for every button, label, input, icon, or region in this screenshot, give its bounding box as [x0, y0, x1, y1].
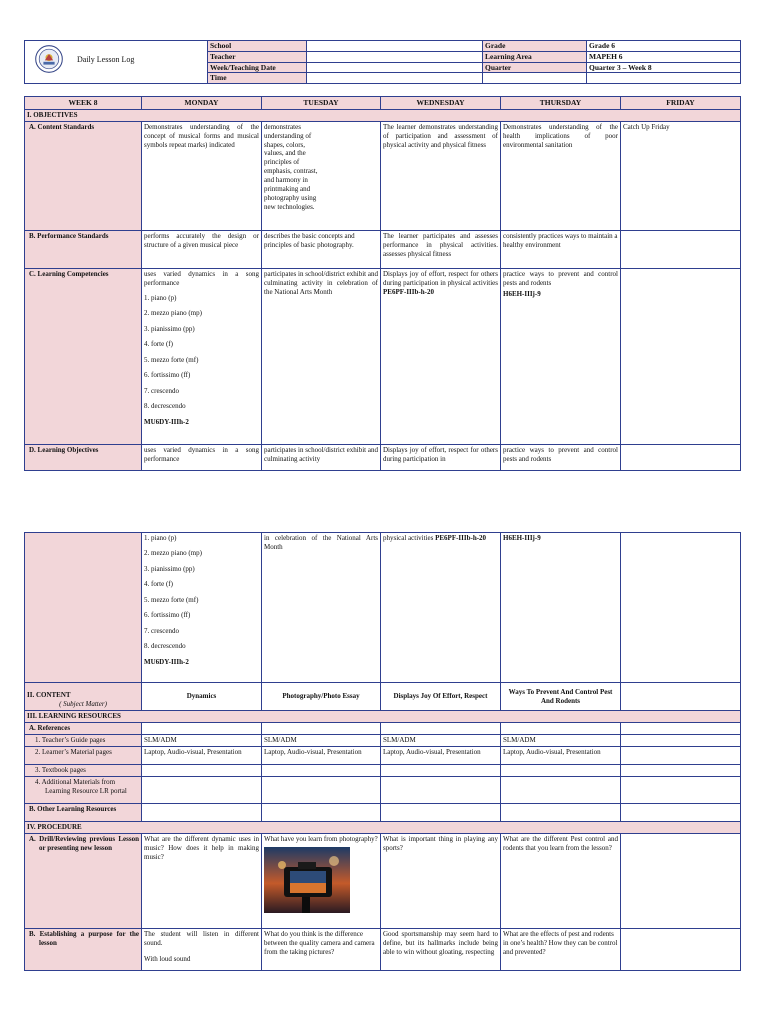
procedure-table: [24, 532, 741, 971]
lc-mon-item: 6. fortissimo (ff): [144, 371, 191, 380]
other-resources-mon: [142, 803, 262, 821]
learning-competencies-tue: participates in school/district exhibit and culminating activity in celebration of the National Arts Month: [262, 268, 381, 444]
content-standards-label: A. Content Standards: [25, 121, 142, 230]
references-tue: [262, 723, 381, 735]
additional-materials-tue: [262, 776, 381, 803]
procedure-heading: IV. PROCEDURE: [25, 821, 741, 833]
lc-mon-item: 7. crescendo: [144, 386, 179, 395]
drill-fri: [621, 833, 741, 928]
lc-mon-item: 8. decrescendo: [144, 402, 186, 411]
textbook-label: 3. Textbook pages: [25, 764, 142, 776]
week-date-label: Week/Teaching Date: [208, 62, 307, 73]
drill-mon: What are the different dynamic uses in music? How does it help in making music?: [142, 833, 262, 928]
purpose-fri: [621, 928, 741, 970]
teachers-guide-tue: SLM/ADM: [262, 734, 381, 746]
learning-objectives-tue: participates in school/district exhibit and culminating activity: [262, 444, 381, 470]
lc-mon-intro: uses varied dynamics in a song performance: [144, 269, 259, 287]
lc-thu-text: practice ways to prevent and control pests and rodents: [503, 269, 618, 287]
textbook-tue: [262, 764, 381, 776]
cont-wed-code: PE6PF-IIIb-h-20: [435, 534, 487, 542]
references-fri: [621, 723, 741, 735]
col-tuesday: TUESDAY: [262, 97, 381, 110]
learning-competencies-wed: [381, 268, 501, 444]
learning-competencies-fri: [621, 268, 741, 444]
lc-wed-text: Displays joy of effort, respect for others during participation in physical activities: [383, 269, 498, 287]
learning-area-value: MAPEH 6: [587, 51, 741, 62]
content-subheading: ( Subject Matter): [59, 700, 107, 709]
references-wed: [381, 723, 501, 735]
textbook-thu: [501, 764, 621, 776]
learners-material-thu: Laptop, Audio-visual, Presentation: [501, 746, 621, 764]
textbook-wed: [381, 764, 501, 776]
performance-standards-fri: [621, 230, 741, 268]
purpose-mon: [142, 928, 262, 970]
purpose-mon-text2: With loud sound: [144, 954, 191, 963]
additional-materials-thu: [501, 776, 621, 803]
references-label: A. References: [25, 723, 142, 735]
references-mon: [142, 723, 262, 735]
content-section-label: [25, 683, 142, 711]
lc-wed-code: PE6PF-IIIb-h-20: [383, 287, 434, 296]
content-thu: Ways To Prevent And Control Pest And Rodents: [501, 683, 621, 711]
lc-mon-item: 5. mezzo forte (mf): [144, 355, 199, 364]
cs-tue-line: understanding of: [264, 131, 312, 140]
performance-standards-thu: consistently practices ways to maintain a healthy environment: [501, 230, 621, 268]
time-label: Time: [208, 73, 307, 84]
camera-photo-image: [264, 847, 350, 913]
content-wed: Displays Joy Of Effort, Respect: [381, 683, 501, 711]
day-header-row: [25, 97, 741, 110]
cs-tue-line: emphasis, contrast,: [264, 167, 318, 176]
continued-tue: in celebration of the National Arts Month: [262, 533, 381, 683]
content-mon: Dynamics: [142, 683, 262, 711]
lc-mon-item: 2. mezzo piano (mp): [144, 309, 202, 318]
other-resources-tue: [262, 803, 381, 821]
cont-mon-item: 4. forte (f): [144, 580, 173, 589]
textbook-fri: [621, 764, 741, 776]
lc-mon-item: 1. piano (p): [144, 294, 177, 302]
purpose-wed: Good sportsmanship may seem hard to define, but its hallmarks include being able to win without gloating, respecting: [381, 928, 501, 970]
teachers-guide-label: 1. Teacher’s Guide pages: [25, 734, 142, 746]
school-value: [307, 41, 483, 52]
learning-objectives-wed: Displays joy of effort, respect for others during participation in: [381, 444, 501, 470]
additional-materials-mon: [142, 776, 262, 803]
header-table: [24, 40, 741, 84]
performance-standards-mon: performs accurately the design or structure of a given musical piece: [142, 230, 262, 268]
other-resources-fri: [621, 803, 741, 821]
quarter-label: Quarter: [483, 62, 587, 73]
cont-mon-item: 3. pianissimo (pp): [144, 564, 195, 573]
references-thu: [501, 723, 621, 735]
drill-tue: [262, 833, 381, 928]
purpose-tue: What do you think is the difference between the quality camera and camera from the taking pictures?: [262, 928, 381, 970]
learning-competencies-thu: [501, 268, 621, 444]
teachers-guide-thu: SLM/ADM: [501, 734, 621, 746]
col-week: WEEK 8: [25, 97, 142, 110]
purpose-label: B. Establishing a purpose for the lesson: [25, 928, 142, 970]
teachers-guide-fri: [621, 734, 741, 746]
learning-objectives-label: D. Learning Objectives: [25, 444, 142, 470]
content-standards-tue: [262, 121, 381, 230]
learners-material-label: 2. Learner’s Material pages: [25, 746, 142, 764]
content-standards-fri: Catch Up Friday: [621, 121, 741, 230]
learners-material-fri: [621, 746, 741, 764]
teacher-label: Teacher: [208, 51, 307, 62]
additional-materials-label: 4. Additional Materials from Learning Resource LR portal: [25, 776, 142, 803]
blank-label: [483, 73, 587, 84]
purpose-thu: What are the effects of pest and rodents in one’s health? How they can be control and prevented?: [501, 928, 621, 970]
continued-fri: [621, 533, 741, 683]
other-resources-label: B. Other Learning Resources: [25, 803, 142, 821]
cs-tue-line: printmaking and: [264, 185, 311, 194]
other-resources-wed: [381, 803, 501, 821]
cs-tue-line: new technologies.: [264, 203, 315, 212]
grade-label: Grade: [483, 41, 587, 52]
quarter-value: Quarter 3 – Week 8: [587, 62, 741, 73]
learning-objectives-mon: uses varied dynamics in a song performance: [142, 444, 262, 470]
cont-mon-item: 7. crescendo: [144, 626, 179, 635]
additional-materials-wed: [381, 776, 501, 803]
continued-label-cell: [25, 533, 142, 683]
performance-standards-tue: describes the basic concepts and principles of basic photography.: [262, 230, 381, 268]
cs-tue-line: demonstrates: [264, 122, 301, 131]
content-heading: II. CONTENT: [27, 691, 71, 700]
drill-wed: What is important thing in playing any sports?: [381, 833, 501, 928]
content-fri: [621, 683, 741, 711]
continued-mon: [142, 533, 262, 683]
additional-materials-fri: [621, 776, 741, 803]
objectives-section-heading: I. OBJECTIVES: [25, 109, 741, 121]
cont-mon-item: 5. mezzo forte (mf): [144, 595, 199, 604]
learning-objectives-fri: [621, 444, 741, 470]
grade-value: Grade 6: [587, 41, 741, 52]
learners-material-tue: Laptop, Audio-visual, Presentation: [262, 746, 381, 764]
cs-tue-line: photography using: [264, 194, 317, 203]
col-monday: MONDAY: [142, 97, 262, 110]
week-date-value: [307, 62, 483, 73]
drill-thu: What are the different Pest control and rodents that you learn from the lesson?: [501, 833, 621, 928]
continued-thu: H6EH-IIIj-9: [501, 533, 621, 683]
learning-area-label: Learning Area: [483, 51, 587, 62]
cont-mon-item: 8. decrescendo: [144, 642, 186, 651]
other-resources-thu: [501, 803, 621, 821]
time-value: [307, 73, 483, 84]
teachers-guide-wed: SLM/ADM: [381, 734, 501, 746]
learners-material-mon: Laptop, Audio-visual, Presentation: [142, 746, 262, 764]
cont-mon-item: 1. piano (p): [144, 534, 177, 542]
performance-standards-label: B. Performance Standards: [25, 230, 142, 268]
cont-mon-item: 2. mezzo piano (mp): [144, 549, 202, 558]
teacher-value: [307, 51, 483, 62]
learning-resources-heading: III. LEARNING RESOURCES: [25, 711, 741, 723]
content-standards-mon: Demonstrates understanding of the concept of musical forms and musical symbols repeat marks) indicated: [142, 121, 262, 230]
lc-mon-item: 4. forte (f): [144, 340, 173, 349]
learning-competencies-mon: [142, 268, 262, 444]
cont-mon-code: MU6DY-IIIh-2: [144, 657, 189, 666]
cs-tue-line: values, and the: [264, 149, 306, 158]
deped-seal-icon: [35, 45, 63, 73]
col-friday: FRIDAY: [621, 97, 741, 110]
drill-tue-text: What have you learn from photography?: [264, 834, 378, 843]
drill-label: A. Drill/Reviewing previous Lesson or presenting new lesson: [25, 833, 142, 928]
learning-objectives-thu: practice ways to prevent and control pests and rodents: [501, 444, 621, 470]
cs-tue-line: shapes, colors,: [264, 140, 306, 149]
document-title: Daily Lesson Log: [77, 55, 135, 64]
objectives-table: [24, 96, 741, 471]
learners-material-wed: Laptop, Audio-visual, Presentation: [381, 746, 501, 764]
content-tue: Photography/Photo Essay: [262, 683, 381, 711]
textbook-mon: [142, 764, 262, 776]
lc-mon-code: MU6DY-IIIh-2: [144, 417, 189, 426]
lc-thu-code: H6EH-IIIj-9: [503, 289, 541, 298]
cs-tue-line: principles of: [264, 158, 300, 167]
cont-mon-item: 6. fortissimo (ff): [144, 611, 191, 620]
cs-tue-line: and harmony in: [264, 176, 308, 185]
header-logo-cell: [25, 41, 208, 84]
continued-wed: [381, 533, 501, 683]
lc-mon-item: 3. pianissimo (pp): [144, 324, 195, 333]
col-thursday: THURSDAY: [501, 97, 621, 110]
blank-value: [587, 73, 741, 84]
content-standards-thu: Demonstrates understanding of the health implications of poor environmental sanitation: [501, 121, 621, 230]
teachers-guide-mon: SLM/ADM: [142, 734, 262, 746]
purpose-mon-text: The student will listen in different sound.: [144, 929, 259, 947]
col-wednesday: WEDNESDAY: [381, 97, 501, 110]
cont-wed-text: physical activities: [383, 534, 434, 542]
performance-standards-wed: The learner participates and assesses performance in physical activities. assesses physical fitness: [381, 230, 501, 268]
school-label: School: [208, 41, 307, 52]
learning-competencies-label: C. Learning Competencies: [25, 268, 142, 444]
content-standards-wed: The learner demonstrates understanding of participation and assessment of physical activity and physical fitness: [381, 121, 501, 230]
